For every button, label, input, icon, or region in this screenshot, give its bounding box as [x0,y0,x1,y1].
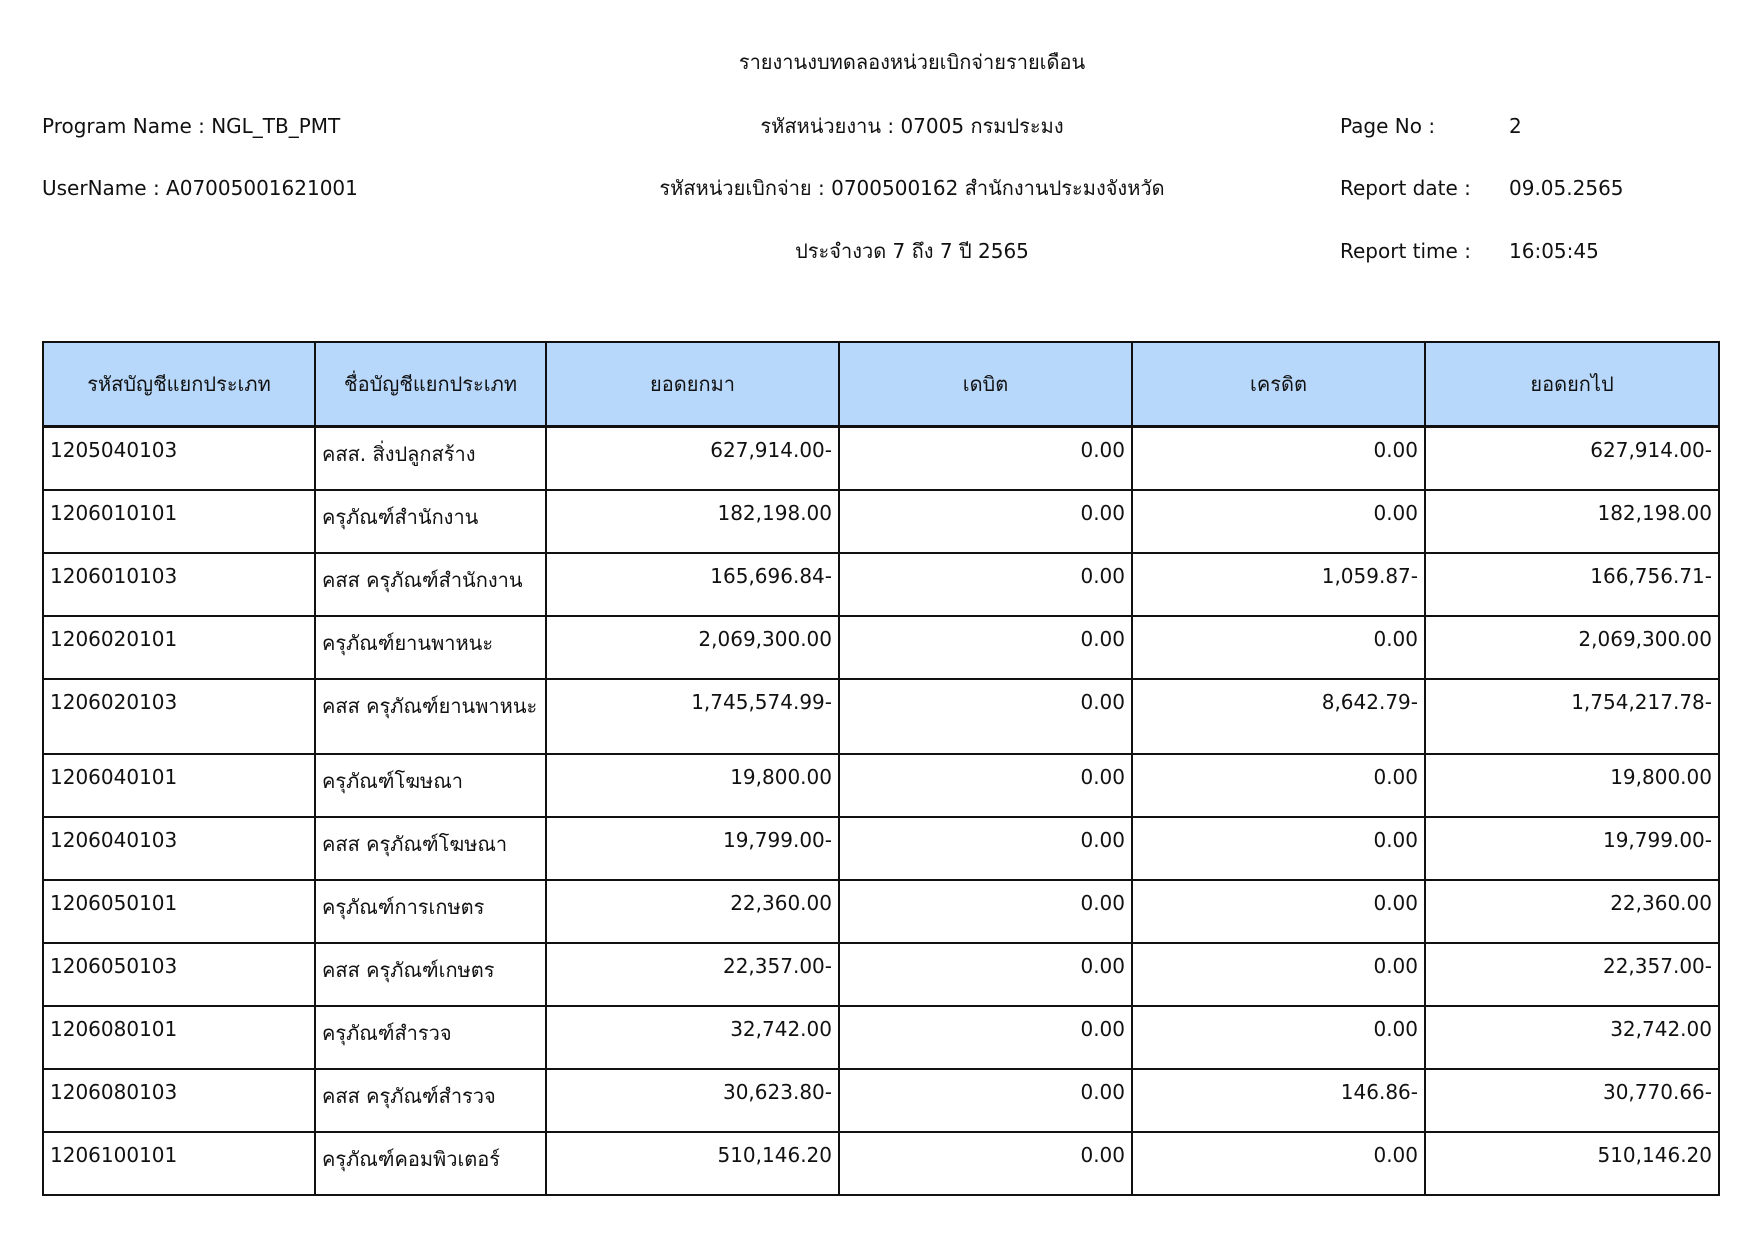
period: ประจำงวด 7 ถึง 7 ปี 2565 [795,239,1029,263]
username: UserName : A07005001621001 [42,176,358,200]
page-no: 2 [1509,114,1522,138]
program-name: Program Name : NGL_TB_PMT [42,114,341,138]
debit: 0.00 [839,427,1132,491]
debit: 0.00 [839,1006,1132,1069]
credit: 0.00 [1132,754,1425,817]
closing-balance: 30,770.66- [1425,1069,1719,1132]
debit: 0.00 [839,1069,1132,1132]
table-row [43,553,1719,616]
credit: 0.00 [1132,1006,1425,1069]
table-row [43,1069,1719,1132]
account-name: ครุภัณฑ์โฆษณา [315,754,546,817]
account-code: 1206100101 [43,1132,315,1195]
opening-balance: 19,800.00 [546,754,839,817]
closing-balance: 2,069,300.00 [1425,616,1719,679]
column-header: ชื่อบัญชีแยกประเภท [315,342,546,427]
account-code: 1206020103 [43,679,315,754]
credit: 0.00 [1132,943,1425,1006]
credit: 1,059.87- [1132,553,1425,616]
table-row [43,880,1719,943]
table-row [43,1006,1719,1069]
credit: 0.00 [1132,880,1425,943]
table-row [43,754,1719,817]
table-row [43,1132,1719,1195]
table-header-row [43,342,1719,427]
closing-balance: 510,146.20 [1425,1132,1719,1195]
account-code: 1206080101 [43,1006,315,1069]
account-name: คสส ครุภัณฑ์เกษตร [315,943,546,1006]
opening-balance: 627,914.00- [546,427,839,491]
credit: 0.00 [1132,1132,1425,1195]
account-name: คสส ครุภัณฑ์สำรวจ [315,1069,546,1132]
account-name: คสส ครุภัณฑ์โฆษณา [315,817,546,880]
account-code: 1206040103 [43,817,315,880]
closing-balance: 22,360.00 [1425,880,1719,943]
account-name: ครุภัณฑ์สำรวจ [315,1006,546,1069]
opening-balance: 22,357.00- [546,943,839,1006]
debit: 0.00 [839,754,1132,817]
page-no-label: Page No : [1340,114,1436,138]
table-row [43,943,1719,1006]
debit: 0.00 [839,943,1132,1006]
account-name: คสส. สิ่งปลูกสร้าง [315,427,546,491]
column-header: เดบิต [839,342,1132,427]
closing-balance: 182,198.00 [1425,490,1719,553]
column-header: รหัสบัญชีแยกประเภท [43,342,315,427]
opening-balance: 32,742.00 [546,1006,839,1069]
account-name: ครุภัณฑ์ยานพาหนะ [315,616,546,679]
account-code: 1206020101 [43,616,315,679]
account-code: 1206050101 [43,880,315,943]
account-name: คสส ครุภัณฑ์สำนักงาน [315,553,546,616]
credit: 0.00 [1132,490,1425,553]
opening-balance: 165,696.84- [546,553,839,616]
report-time-label: Report time : [1340,239,1471,263]
opening-balance: 510,146.20 [546,1132,839,1195]
table-row [43,490,1719,553]
opening-balance: 2,069,300.00 [546,616,839,679]
column-header: ยอดยกมา [546,342,839,427]
account-code: 1206050103 [43,943,315,1006]
account-name: ครุภัณฑ์คอมพิวเตอร์ [315,1132,546,1195]
closing-balance: 627,914.00- [1425,427,1719,491]
column-header: เครดิต [1132,342,1425,427]
account-name: คสส ครุภัณฑ์ยานพาหนะ [315,679,546,754]
credit: 0.00 [1132,616,1425,679]
disbursing-unit: รหัสหน่วยเบิกจ่าย : 0700500162 สำนักงานประมงจังหวัด [659,176,1165,200]
agency-code: รหัสหน่วยงาน : 07005 กรมประมง [760,114,1064,138]
debit: 0.00 [839,616,1132,679]
trial-balance-table [42,341,1720,1196]
account-code: 1206040101 [43,754,315,817]
opening-balance: 30,623.80- [546,1069,839,1132]
debit: 0.00 [839,553,1132,616]
debit: 0.00 [839,817,1132,880]
account-code: 1206080103 [43,1069,315,1132]
debit: 0.00 [839,880,1132,943]
opening-balance: 1,745,574.99- [546,679,839,754]
closing-balance: 166,756.71- [1425,553,1719,616]
report-title: รายงานงบทดลองหน่วยเบิกจ่ายรายเดือน [738,50,1086,74]
table-row [43,817,1719,880]
account-code: 1206010101 [43,490,315,553]
account-name: ครุภัณฑ์สำนักงาน [315,490,546,553]
credit: 146.86- [1132,1069,1425,1132]
report-date-label: Report date : [1340,176,1471,200]
closing-balance: 1,754,217.78- [1425,679,1719,754]
closing-balance: 19,799.00- [1425,817,1719,880]
account-code: 1206010103 [43,553,315,616]
table-row [43,616,1719,679]
closing-balance: 32,742.00 [1425,1006,1719,1069]
closing-balance: 22,357.00- [1425,943,1719,1006]
opening-balance: 182,198.00 [546,490,839,553]
closing-balance: 19,800.00 [1425,754,1719,817]
table-row [43,679,1719,754]
credit: 0.00 [1132,817,1425,880]
debit: 0.00 [839,679,1132,754]
account-code: 1205040103 [43,427,315,491]
opening-balance: 22,360.00 [546,880,839,943]
column-header: ยอดยกไป [1425,342,1719,427]
debit: 0.00 [839,1132,1132,1195]
report-time: 16:05:45 [1509,239,1599,263]
table-row [43,427,1719,491]
debit: 0.00 [839,490,1132,553]
opening-balance: 19,799.00- [546,817,839,880]
credit: 8,642.79- [1132,679,1425,754]
account-name: ครุภัณฑ์การเกษตร [315,880,546,943]
report-date: 09.05.2565 [1509,176,1624,200]
credit: 0.00 [1132,427,1425,491]
